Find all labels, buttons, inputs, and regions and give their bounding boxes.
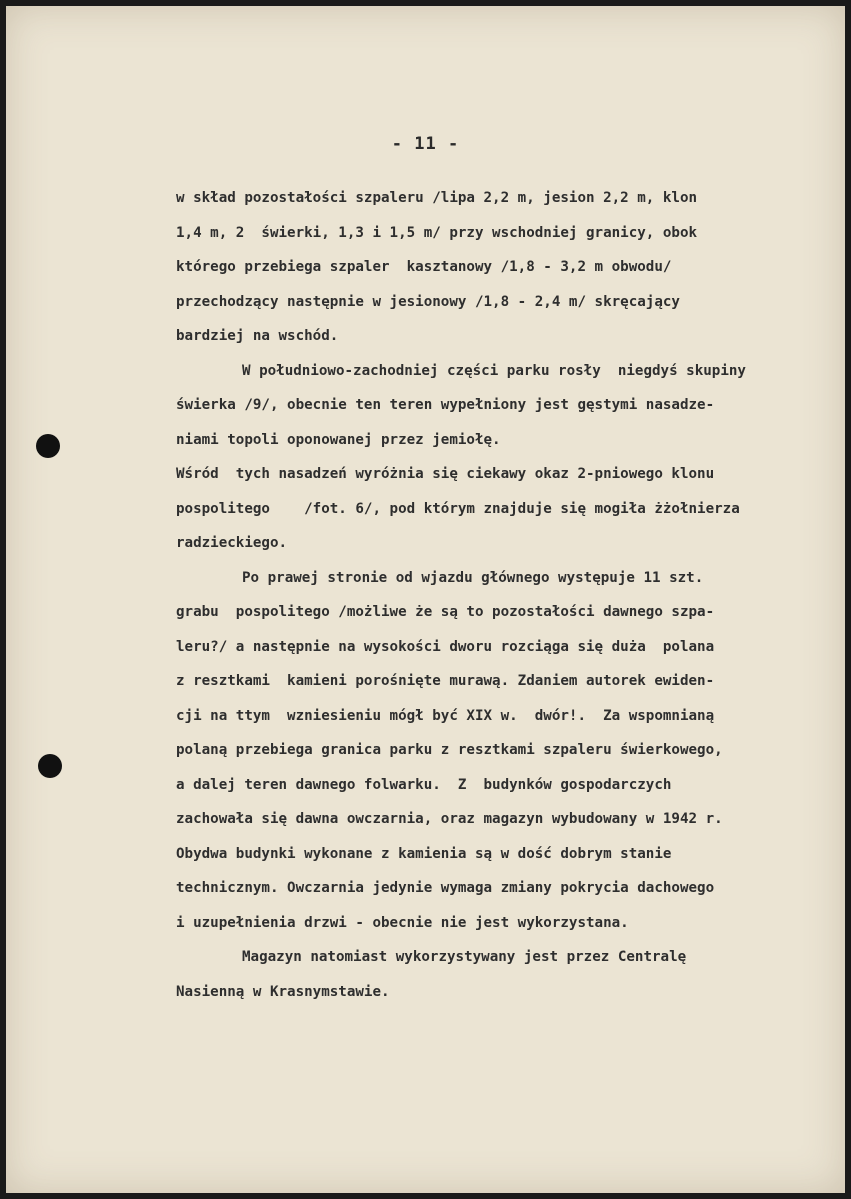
text-line: bardziej na wschód. [176, 328, 339, 344]
page-number: - 11 - [391, 134, 460, 154]
text-line: pospolitego /fot. 6/, pod którym znajduje się mogiła żżołnierza [176, 500, 740, 517]
text-line: niami topoli oponowanej przez jemiołę. [176, 431, 501, 448]
text-line: w skład pozostałości szpaleru /lipa 2,2 m, jesion 2,2 m, klon [176, 190, 698, 206]
text-line: radzieckiego. [176, 535, 288, 551]
text-line: technicznym. Owczarnia jedynie wymaga zmiany pokrycia dachowego [176, 880, 715, 896]
text-line: polaną przebiega granica parku z resztkami szpaleru świerkowego, [176, 742, 723, 758]
punch-hole [38, 754, 62, 778]
text-line: Magazyn natomiast wykorzystywany jest przez Centralę [242, 949, 687, 965]
text-line: i uzupełnienia drzwi - obecnie nie jest wykorzystana. [176, 914, 629, 931]
text-line: a dalej teren dawnego folwarku. Z budynków gospodarczych [176, 776, 672, 793]
text-line: 1,4 m, 2 świerki, 1,3 i 1,5 m/ przy wschodniej granicy, obok [176, 224, 698, 241]
text-line: którego przebiega szpaler kasztanowy /1,8 - 3,2 m obwodu/ [176, 259, 672, 275]
text-line: z resztkami kamieni porośnięte murawą. Zdaniem autorek ewiden- [176, 673, 715, 689]
text-line: Obydwa budynki wykonane z kamienia są w dość dobrym stanie [176, 845, 672, 862]
text-line: zachowała się dawna owczarnia, oraz magazyn wybudowany w 1942 r. [176, 811, 723, 827]
text-line: Wśród tych nasadzeń wyróżnia się ciekawy okaz 2-pniowego klonu [176, 466, 715, 482]
text-line: Nasienną w Krasnymstawie. [176, 983, 390, 1000]
text-line: leru?/ a następnie na wysokości dworu rozciąga się duża polana [176, 638, 715, 655]
text-line: świerka /9/, obecnie ten teren wypełniony jest gęstymi nasadze- [176, 397, 715, 413]
text-line: przechodzący następnie w jesionowy /1,8 - 2,4 m/ skręcający [176, 293, 680, 310]
punch-hole [36, 434, 60, 458]
text-line: cji na ttym wzniesieniu mógł być XIX w. dwór!. Za wspomnianą [176, 707, 715, 724]
document-page [6, 6, 845, 1193]
body-text [176, 181, 826, 1009]
text-line: grabu pospolitego /możliwe że są to pozostałości dawnego szpa- [176, 604, 715, 620]
text-line: Po prawej stronie od wjazdu głównego występuje 11 szt. [242, 569, 704, 586]
text-line: W południowo-zachodniej części parku rosły niegdyś skupiny [242, 362, 746, 379]
